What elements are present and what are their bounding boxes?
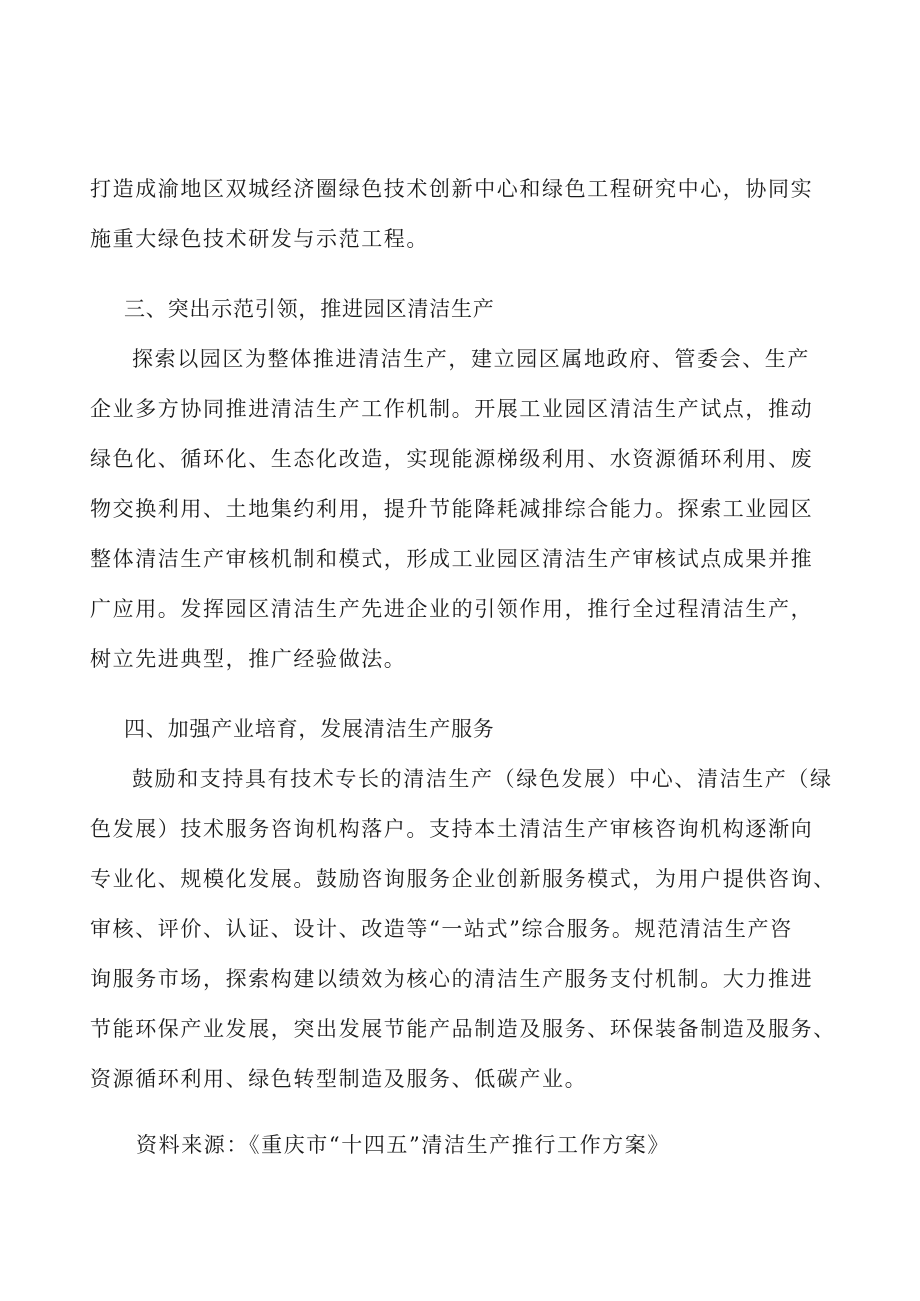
text-line: 广应用。发挥园区清洁生产先进企业的引领作用，推行全过程清洁生产， [90,597,814,621]
text-line: 色发展）技术服务咨询机构落户。支持本土清洁生产审核咨询机构逐渐向 [90,817,814,841]
source-citation: 资料来源：《重庆市“十四五”清洁生产推行工作方案》 [136,1133,670,1157]
text-line: 节能环保产业发展，突出发展节能产品制造及服务、环保装备制造及服务、 [90,1017,836,1041]
section-heading-4: 四、加强产业培育，发展清洁生产服务 [124,717,495,741]
text-line: 绿色化、循环化、生态化改造，实现能源梯级利用、水资源循环利用、废 [90,447,814,471]
text-line: 审核、评价、认证、设计、改造等“一站式”综合服务。规范清洁生产咨 [90,917,793,941]
text-line: 鼓励和支持具有技术专长的清洁生产（绿色发展）中心、清洁生产（绿 [132,767,833,791]
text-line: 施重大绿色技术研发与示范工程。 [90,227,429,251]
text-line: 打造成渝地区双城经济圈绿色技术创新中心和绿色工程研究中心，协同实 [90,177,814,201]
text-line: 整体清洁生产审核机制和模式，形成工业园区清洁生产审核试点成果并推 [90,547,814,571]
text-line: 树立先进典型，推广经验做法。 [90,647,407,671]
text-line: 物交换利用、土地集约利用，提升节能降耗减排综合能力。探索工业园区 [90,497,814,521]
text-line: 资源循环利用、绿色转型制造及服务、低碳产业。 [90,1067,588,1091]
text-line: 询服务市场，探索构建以绩效为核心的清洁生产服务支付机制。大力推进 [90,967,814,991]
section-heading-3: 三、突出示范引领，推进园区清洁生产 [124,297,495,321]
text-line: 专业化、规模化发展。鼓励咨询服务企业创新服务模式，为用户提供咨询、 [90,867,836,891]
text-line: 企业多方协同推进清洁生产工作机制。开展工业园区清洁生产试点，推动 [90,397,814,421]
text-line: 探索以园区为整体推进清洁生产，建立园区属地政府、管委会、生产 [132,347,810,371]
